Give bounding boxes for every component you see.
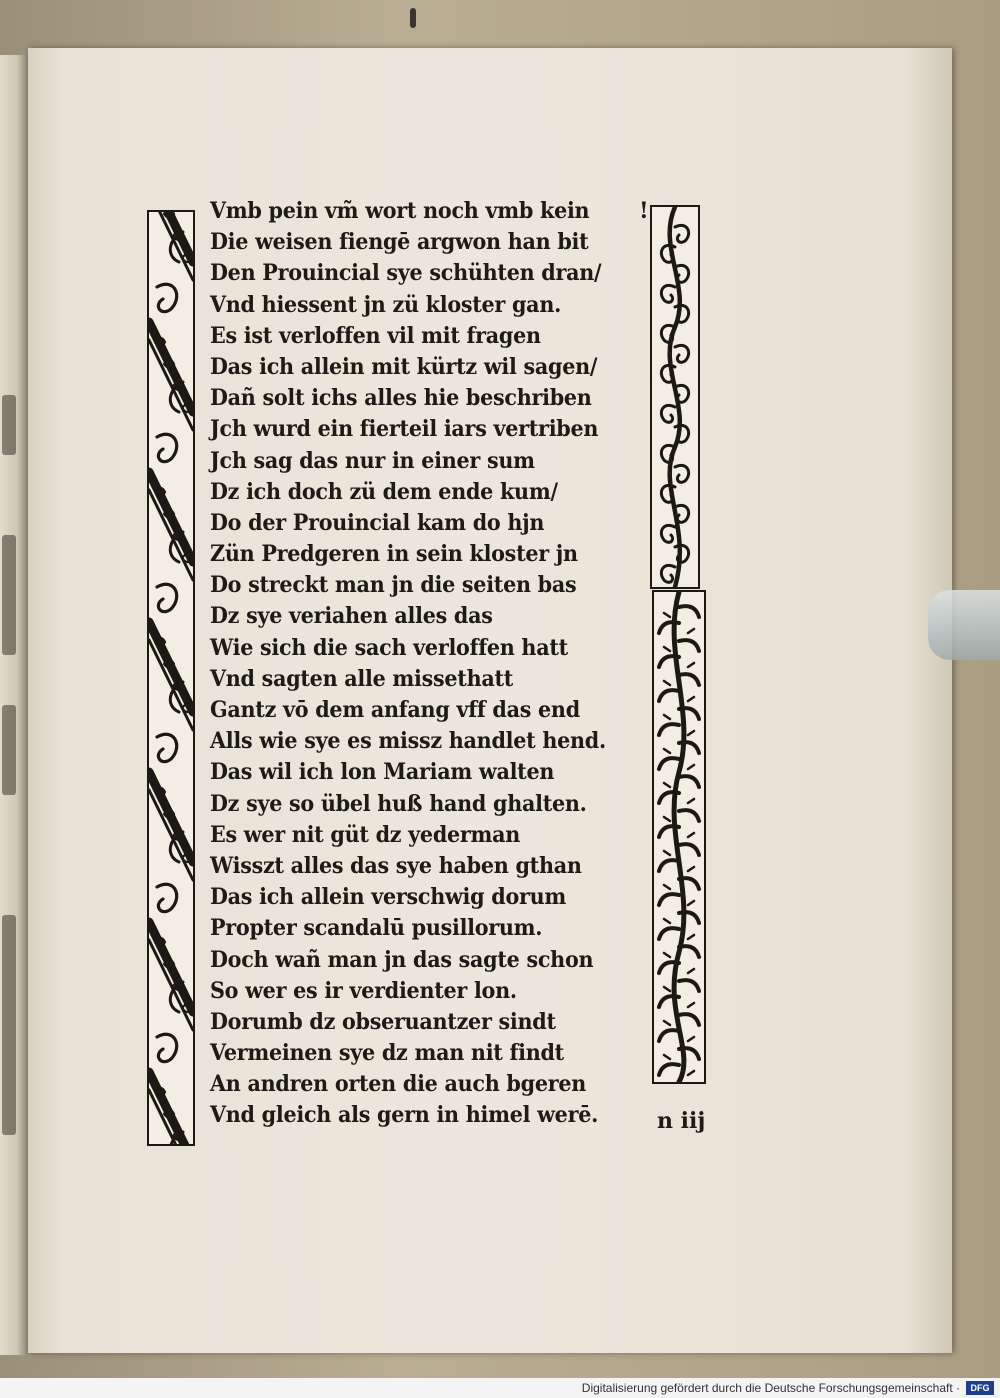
verse-line: Vnd hiessent jn zü kloster gan. [210,291,562,318]
verse-line: An andren orten die auch bgeren [210,1071,587,1098]
verse-line: Jch sag das nur in einer sum [210,447,535,474]
verse-line: Es ist verloffen vil mit fragen [210,322,541,349]
signature-mark: n iij [657,1108,706,1134]
verse-line: Es wer nit güt dz yederman [210,821,521,848]
page-clip [928,590,1000,660]
verse-line: Vmb pein vm̃ wort noch vmb kein [210,198,590,224]
verse-line: Das wil ich lon Mariam walten [210,759,555,786]
woodcut-border-right-bottom [652,590,706,1084]
ornament-right-bottom [654,592,704,1082]
verse-line: Dañ solt ichs alles hie beschriben [210,385,592,412]
verse-line: Do streckt man jn die seiten bas [210,572,577,599]
ornament-left [149,212,193,1144]
verse-line: Propter scandalū pusillorum. [210,915,543,942]
verse-line: Das ich allein mit kürtz wil sagen/ [210,353,598,380]
verse-line: Vermeinen sye dz man nit findt [210,1040,564,1067]
footer-credit: Digitalisierung gefördert durch die Deutsche Forschungsgemeinschaft · [581,1381,960,1395]
verse-line: Gantz vō dem anfang vff das end [210,697,580,723]
verse-line: Vnd sagten alle missethatt [210,665,514,692]
verse-line: Dz ich doch zü dem ende kum/ [210,478,558,505]
ornament-right-top [652,207,698,587]
verse-line: Zün Predgeren in sein kloster jn [210,541,578,568]
verse-text [210,196,650,1132]
verse-line: Wie sich die sach verloffen hatt [210,634,568,661]
verse-line: Die weisen fiengē argwon han bit [210,229,589,256]
verse-line: Do der Prouincial kam do hjn [210,509,545,536]
dfg-logo: DFG [966,1381,994,1395]
digitization-footer [0,1378,1000,1398]
top-mark: ! [639,198,649,224]
cover-mark [410,8,416,28]
verse-line: Den Prouincial sye schühten dran/ [210,260,602,287]
verse-line: So wer es ir verdienter lon. [210,977,517,1004]
verse-line: Alls wie sye es missz handlet hend. [210,728,606,755]
verse-line: Wisszt alles das sye haben gthan [210,852,582,879]
left-page-edge [0,55,28,1355]
verse-line: Jch wurd ein fierteil iars vertriben [210,416,599,443]
verse-line: Das ich allein verschwig dorum [210,884,567,911]
woodcut-border-left [147,210,195,1146]
verse-line: Dorumb dz obseruantzer sindt [210,1008,556,1035]
verse-line: Dz sye so übel huß hand ghalten. [210,790,587,817]
verse-line: Vnd gleich als gern in himel werē. [210,1102,599,1129]
verse-line: Doch wañ man jn das sagte schon [210,946,594,973]
verse-line: Dz sye veriahen alles das [210,603,493,630]
woodcut-border-right-top [650,205,700,589]
